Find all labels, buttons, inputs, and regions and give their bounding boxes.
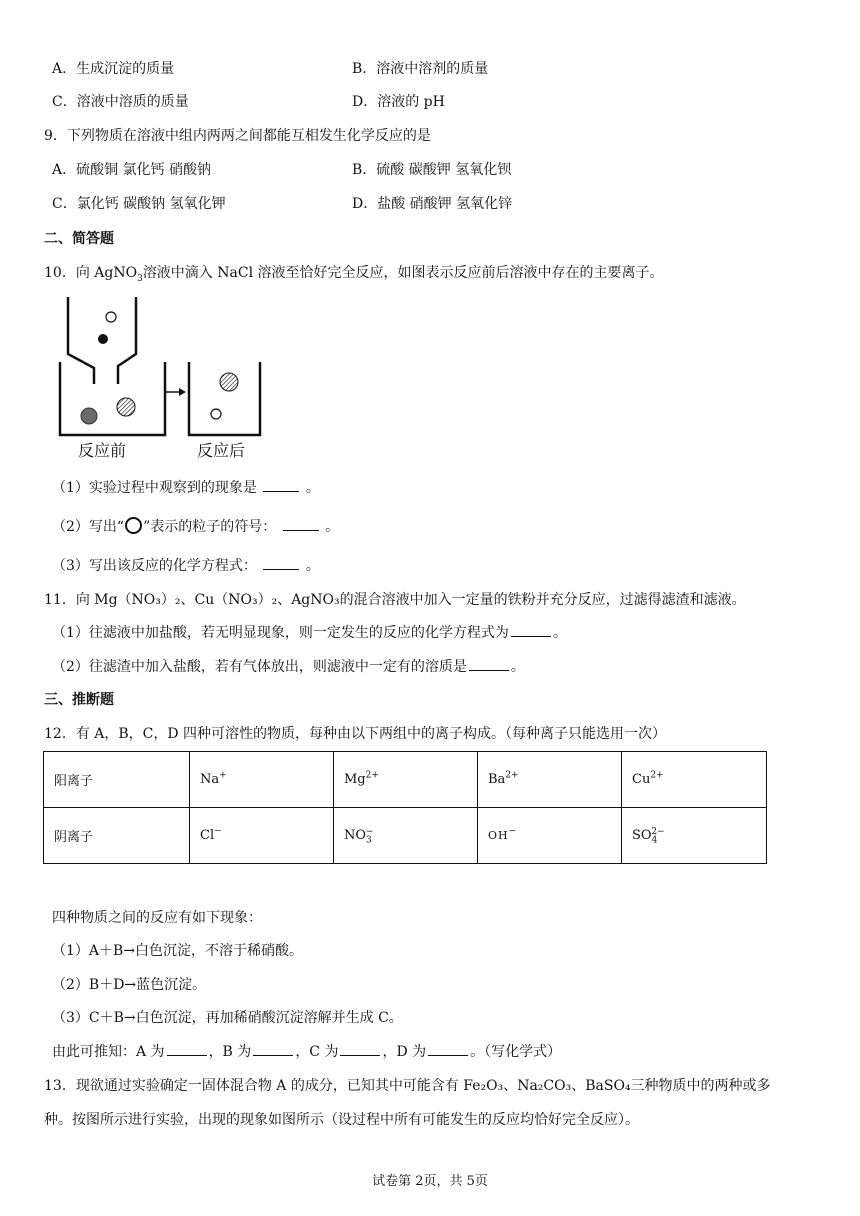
q12-observation-3: （3）C＋B→白色沉淀，再加稀硝酸沉淀溶解并生成 C。 <box>52 1010 403 1026</box>
anion-cell: Cl− <box>190 808 334 864</box>
answer-blank[interactable] <box>283 518 319 531</box>
answer-blank[interactable] <box>263 479 299 492</box>
q12-observation-2: （2）B＋D→蓝色沉淀。 <box>52 977 207 993</box>
beaker-after-icon <box>189 362 260 435</box>
q11-stem: 11．向 Mg（NO₃）₂、Cu（NO₃）₂、AgNO₃的混合溶液中加入一定量的铁粉并充分反应，过滤得滤渣和滤液。 <box>44 592 746 608</box>
q8-option-c: C．溶液中溶质的质量 <box>52 94 189 110</box>
answer-blank[interactable] <box>511 624 551 637</box>
q13-stem-line2: 种。按图所示进行实验，出现的现象如图所示（设过程中所有可能发生的反应均恰好完全反应）。 <box>44 1112 639 1128</box>
row-head-anion: 阴离子 <box>44 808 190 864</box>
q12-intro: 四种物质之间的反应有如下现象： <box>52 910 262 926</box>
q8-option-a: A．生成沉淀的质量 <box>52 61 175 77</box>
q10-part1: （1）实验过程中观察到的现象是 。 <box>52 480 320 496</box>
nitrate-ion-before <box>117 398 135 416</box>
answer-blank[interactable] <box>340 1043 380 1056</box>
reaction-diagram <box>52 292 267 462</box>
anion-cell: OH− <box>478 808 622 864</box>
nitrate-ion-after <box>220 373 238 391</box>
q9-option-a: A．硫酸铜 氯化钙 硝酸钠 <box>52 162 212 178</box>
page-footer: 试卷第 2页，共 5页 <box>372 1174 488 1189</box>
anion-cell: $SO_4^{2-}$ <box>622 808 767 864</box>
answer-blank[interactable] <box>469 658 509 671</box>
q9-option-d: D．盐酸 硝酸钾 氢氧化锌 <box>352 196 513 212</box>
ion-table <box>43 751 767 864</box>
silver-ion-before <box>81 408 97 424</box>
answer-blank[interactable] <box>263 557 299 570</box>
q10-part2: （2）写出“ ”表示的粒子的符号： 。 <box>52 519 340 535</box>
q9-option-c: C．氯化钙 碳酸钠 氢氧化钾 <box>52 196 226 212</box>
cation-cell: $Cu^{2+}$ <box>622 752 767 808</box>
section-heading-inference: 三、推断题 <box>44 692 114 708</box>
cation-cell: Na+ <box>190 752 334 808</box>
q12-answer-line: 由此可推知：A 为 ，B 为 ，C 为 ，D 为 。（写化学式） <box>52 1044 562 1060</box>
anion-cell: $NO_3^-$ <box>334 808 478 864</box>
arrow-right-icon <box>165 388 186 396</box>
q9-option-b: B．硫酸 碳酸钾 氢氧化钡 <box>352 162 512 178</box>
q11-part2: （2）往滤渣中加入盐酸，若有气体放出，则滤液中一定有的溶质是 。 <box>52 659 525 675</box>
cation-cell: $Ba^{2+}$ <box>478 752 622 808</box>
sodium-ion-dropping <box>98 334 108 344</box>
q11-part1: （1）往滤液中加盐酸，若无明显现象，则一定发生的反应的化学方程式为 。 <box>52 625 567 641</box>
q8-option-b: B．溶液中溶剂的质量 <box>352 61 489 77</box>
chloride-ion-dropping <box>106 312 116 322</box>
cation-cell: $Mg^{2+}$ <box>334 752 478 808</box>
answer-blank[interactable] <box>428 1043 468 1056</box>
table-row <box>44 752 767 808</box>
section-heading-short-answer: 二、简答题 <box>44 231 114 247</box>
q8-option-d: D．溶液的 pH <box>352 94 445 110</box>
q9-stem: 9．下列物质在溶液中组内两两之间都能互相发生化学反应的是 <box>44 128 431 144</box>
q12-stem: 12．有 A，B，C，D 四种可溶性的物质，每种由以下两组中的离子构成。（每种离子只能选用一次） <box>44 726 667 742</box>
row-head-cation: 阳离子 <box>44 752 190 808</box>
sodium-ion-after <box>211 409 221 419</box>
answer-blank[interactable] <box>167 1043 207 1056</box>
q12-observation-1: （1）A＋B→白色沉淀，不溶于稀硝酸。 <box>52 943 304 959</box>
beaker-before-icon <box>60 362 165 435</box>
label-after: 反应后 <box>197 443 246 460</box>
q13-stem-line1: 13．现欲通过实验确定一固体混合物 A 的成分，已知其中可能含有 Fe₂O₃、Na₂CO₃、BaSO₄三种物质中的两种或多 <box>44 1078 771 1094</box>
hollow-circle-icon <box>125 517 142 534</box>
q10-part3: （3）写出该反应的化学方程式： 。 <box>52 558 320 574</box>
table-row <box>44 808 767 864</box>
answer-blank[interactable] <box>253 1043 293 1056</box>
label-before: 反应前 <box>78 443 127 460</box>
q10-stem: 10．向 AgNO$_3$溶液中滴入 NaCl 溶液至恰好完全反应，如图表示反应前后溶液中存在的主要离子。 <box>44 265 664 284</box>
